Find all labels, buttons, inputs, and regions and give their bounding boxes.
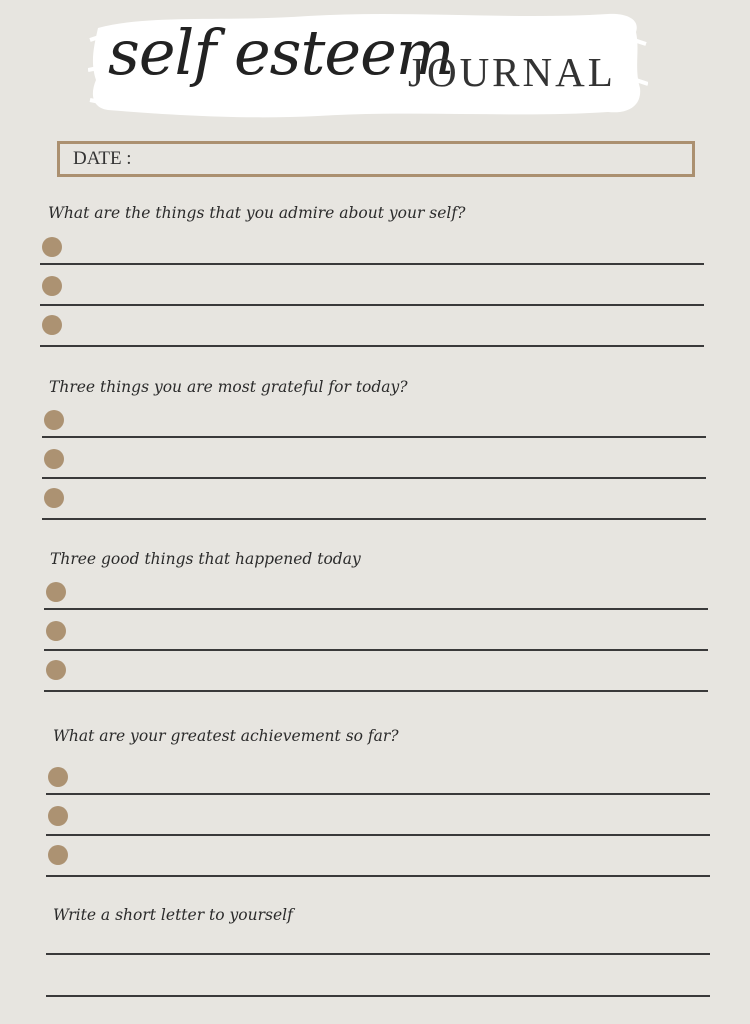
bullet-dot — [44, 488, 64, 508]
answer-line[interactable] — [42, 518, 706, 520]
question-admire: What are the things that you admire about your self? — [48, 204, 466, 222]
question-grateful: Three things you are most grateful for today? — [49, 378, 408, 396]
answer-line[interactable] — [46, 834, 710, 836]
question-achievement: What are your greatest achievement so far? — [53, 727, 399, 745]
answer-line[interactable] — [40, 304, 704, 306]
answer-line[interactable] — [42, 477, 706, 479]
bullet-dot — [48, 806, 68, 826]
date-field[interactable] — [57, 141, 695, 177]
date-label: DATE : — [73, 148, 132, 169]
bullet-dot — [46, 621, 66, 641]
journal-title-script: self esteem — [108, 16, 454, 89]
answer-line[interactable] — [40, 345, 704, 347]
bullet-dot — [48, 767, 68, 787]
answer-line[interactable] — [40, 263, 704, 265]
question-letter: Write a short letter to yourself — [53, 906, 293, 924]
answer-line[interactable] — [42, 436, 706, 438]
bullet-dot — [48, 845, 68, 865]
bullet-dot — [44, 410, 64, 430]
bullet-dot — [42, 276, 62, 296]
answer-line[interactable] — [46, 875, 710, 877]
journal-title-caps: JOURNAL — [408, 49, 616, 95]
answer-line[interactable] — [44, 608, 708, 610]
answer-line[interactable] — [44, 649, 708, 651]
answer-line[interactable] — [46, 793, 710, 795]
bullet-dot — [42, 237, 62, 257]
answer-line[interactable] — [46, 953, 710, 955]
bullet-dot — [46, 660, 66, 680]
question-good-things: Three good things that happened today — [50, 550, 361, 568]
answer-line[interactable] — [46, 995, 710, 997]
bullet-dot — [44, 449, 64, 469]
bullet-dot — [46, 582, 66, 602]
bullet-dot — [42, 315, 62, 335]
answer-line[interactable] — [44, 690, 708, 692]
